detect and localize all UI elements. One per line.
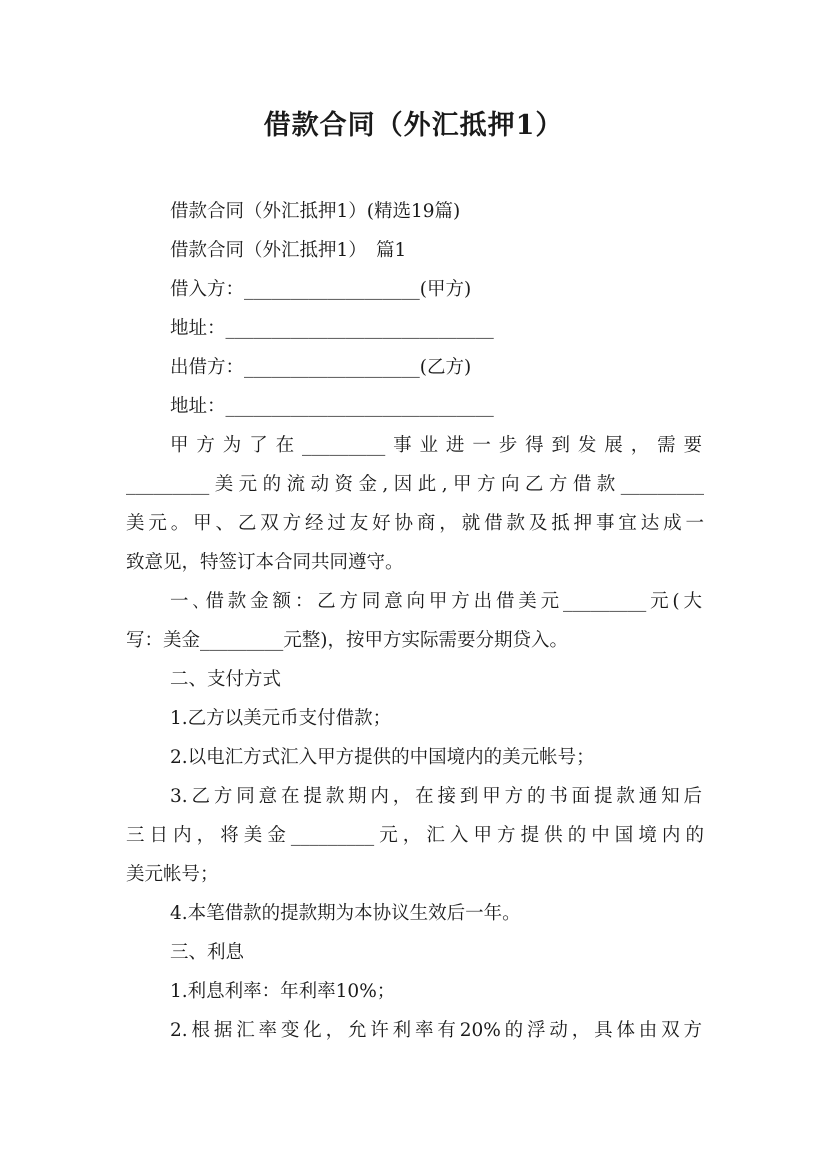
clause-line: 三日内，将美金_________元，汇入甲方提供的中国境内的 [126,825,704,846]
document-title: 借款合同（外汇抵押1） [263,110,564,141]
section-heading-line: 借款合同（外汇抵押1） 篇1 [170,240,407,261]
section-heading-line: 三、利息 [170,942,245,963]
lender-line: 出借方：___________________(乙方) [170,357,472,378]
subtitle-line: 借款合同（外汇抵押1）(精选19篇) [170,201,461,222]
clause-line: 1.利息利率：年利率10%； [170,981,396,1002]
paragraph-line: 致意见，特签订本合同共同遵守。 [126,552,404,573]
clause-line: 4.本笔借款的提款期为本协议生效后一年。 [170,903,521,924]
clause-line: 2.根据汇率变化，允许利率有20%的浮动，具体由双方 [170,1020,702,1041]
clause-line: 3.乙方同意在提款期内，在接到甲方的书面提款通知后 [170,786,702,807]
borrower-address-line: 地址：_____________________________ [170,318,494,339]
clause-line: 一､借款金额：乙方同意向甲方出借美元_________元(大 [170,591,702,612]
clause-line: 写：美金_________元整)，按甲方实际需要分期贷入。 [126,630,568,651]
lender-address-line: 地址：_____________________________ [170,396,494,417]
paragraph-line: _________美元的流动资金,因此,甲方向乙方借款_________ [126,474,704,495]
clause-line: 美元帐号； [126,864,219,885]
section-heading-line: 二、支付方式 [170,669,282,690]
clause-line: 2.以电汇方式汇入甲方提供的中国境内的美元帐号； [170,747,595,768]
paragraph-line: 甲方为了在_________事业进一步得到发展，需要 [170,435,702,456]
borrower-line: 借入方：___________________(甲方) [170,279,472,300]
paragraph-line: 美元。甲、乙双方经过友好协商，就借款及抵押事宜达成一 [126,513,704,534]
clause-line: 1.乙方以美元币支付借款； [170,708,392,729]
